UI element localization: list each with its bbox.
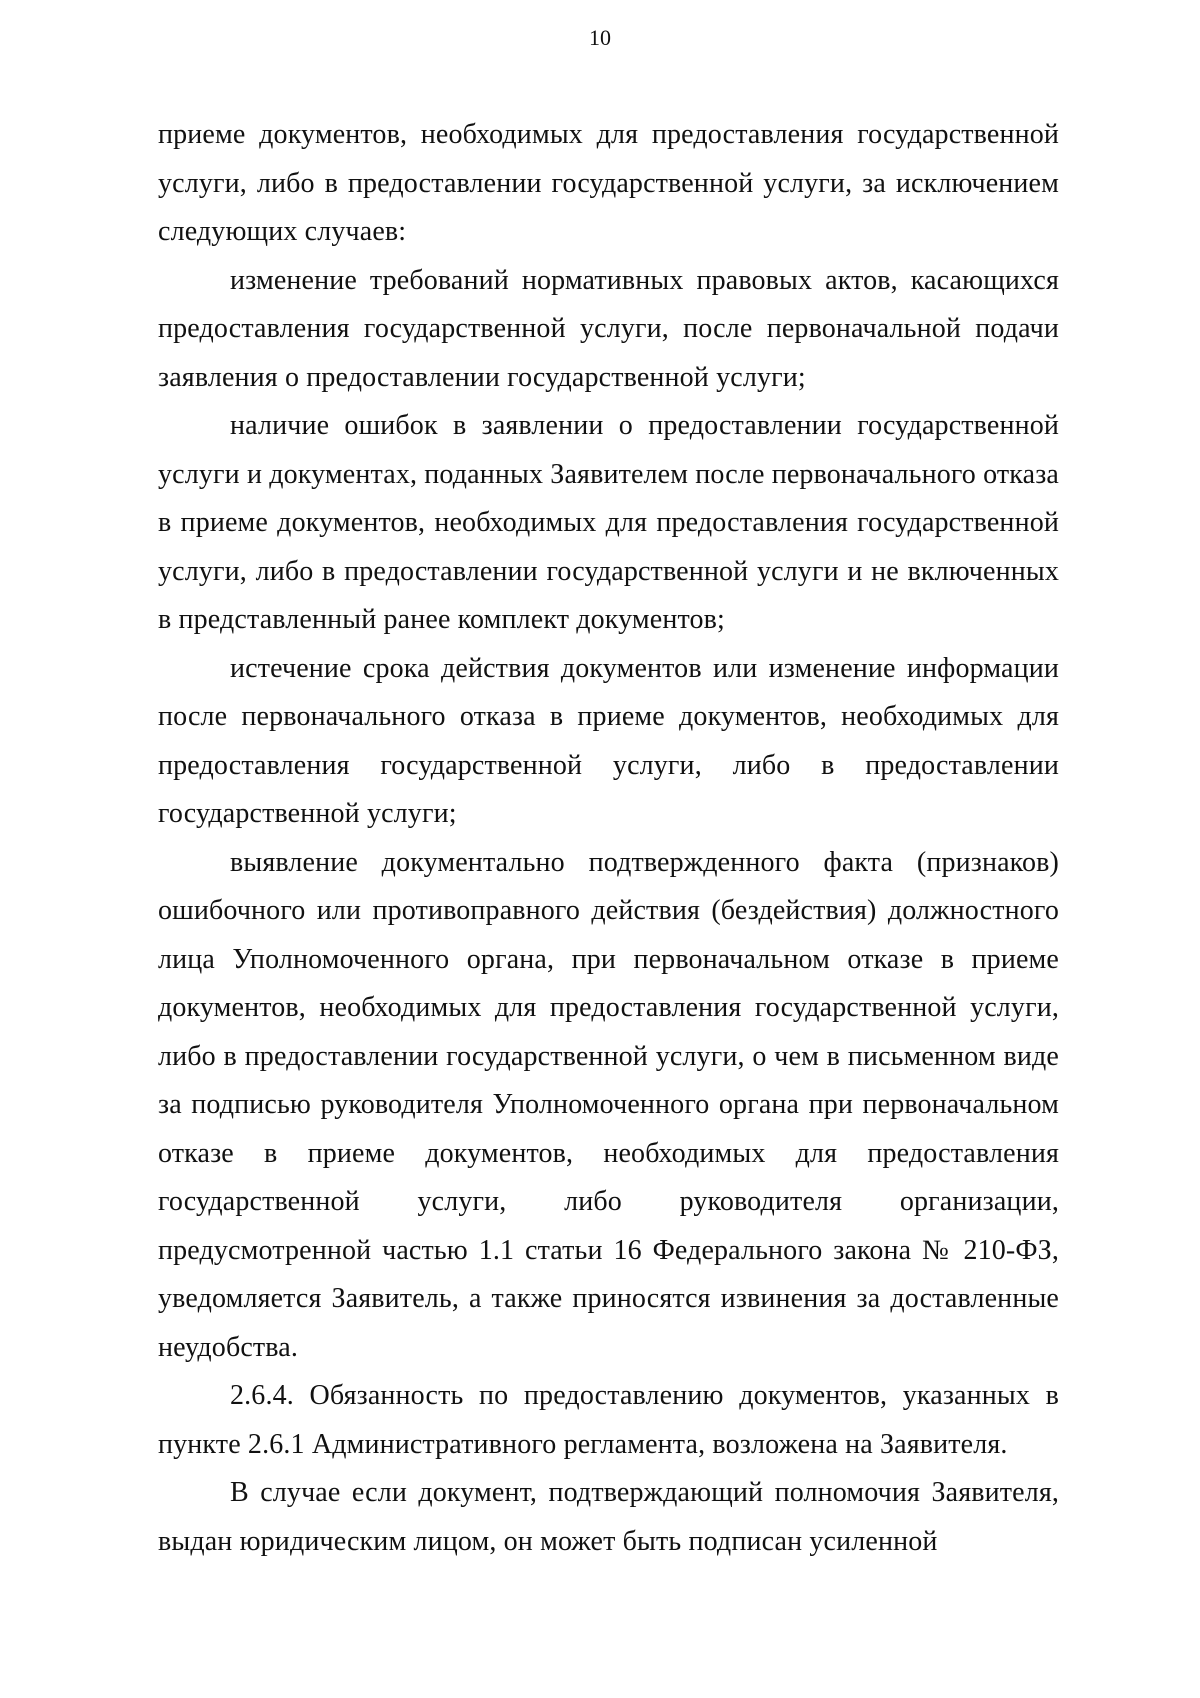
paragraph-legal-entity-document: В случае если документ, подтверждающий полномочия Заявителя, выдан юридическим лицом, он может быть подписан усиленной — [158, 1477, 1059, 1557]
paragraph-section-2-6-4: 2.6.4. Обязанность по предоставлению документов, указанных в пункте 2.6.1 Административного регламента, возложена на Заявителя. — [158, 1380, 1059, 1460]
paragraph-continuation: приеме документов, необходимых для предоставления государственной услуги, либо в предоставлении государственной услуги, за исключением следующих случаев: — [158, 119, 1059, 247]
paragraph-documents-expiry: истечение срока действия документов или изменение информации после первоначального отказа в приеме документов, необходимых для предоставления государственной услуги, либо в предоставлении государственной услуги; — [158, 652, 1059, 829]
document-body — [158, 111, 1059, 1566]
page-number: 10 — [589, 25, 611, 50]
paragraph-official-error: выявление документально подтвержденного факта (признаков) ошибочного или противоправного действия (бездействия) должностного лица Уполномоченного органа, при первоначальном отказе в приеме документов, необходимых для предоставления государственной услуги, либо в предоставлении государственной услуги, о чем в письменном виде за подписью руководителя Уполномоченного органа при первоначальном отказе в приеме документов, необходимых для предоставления государственной услуги, либо руководителя организации, предусмотренной частью 1.1 статьи 16 Федерального закона № 210-ФЗ, уведомляется Заявитель, а также приносятся извинения за доставленные неудобства. — [158, 846, 1059, 1363]
paragraph-errors-in-application: наличие ошибок в заявлении о предоставлении государственной услуги и документах, поданных Заявителем после первоначального отказа в приеме документов, необходимых для предоставления государственной услуги, либо в предоставлении государственной услуги и не включенных в представленный ранее комплект документов; — [158, 410, 1059, 635]
paragraph-requirements-change: изменение требований нормативных правовых актов, касающихся предоставления государственной услуги, после первоначальной подачи заявления о предоставлении государственной услуги; — [158, 264, 1059, 393]
